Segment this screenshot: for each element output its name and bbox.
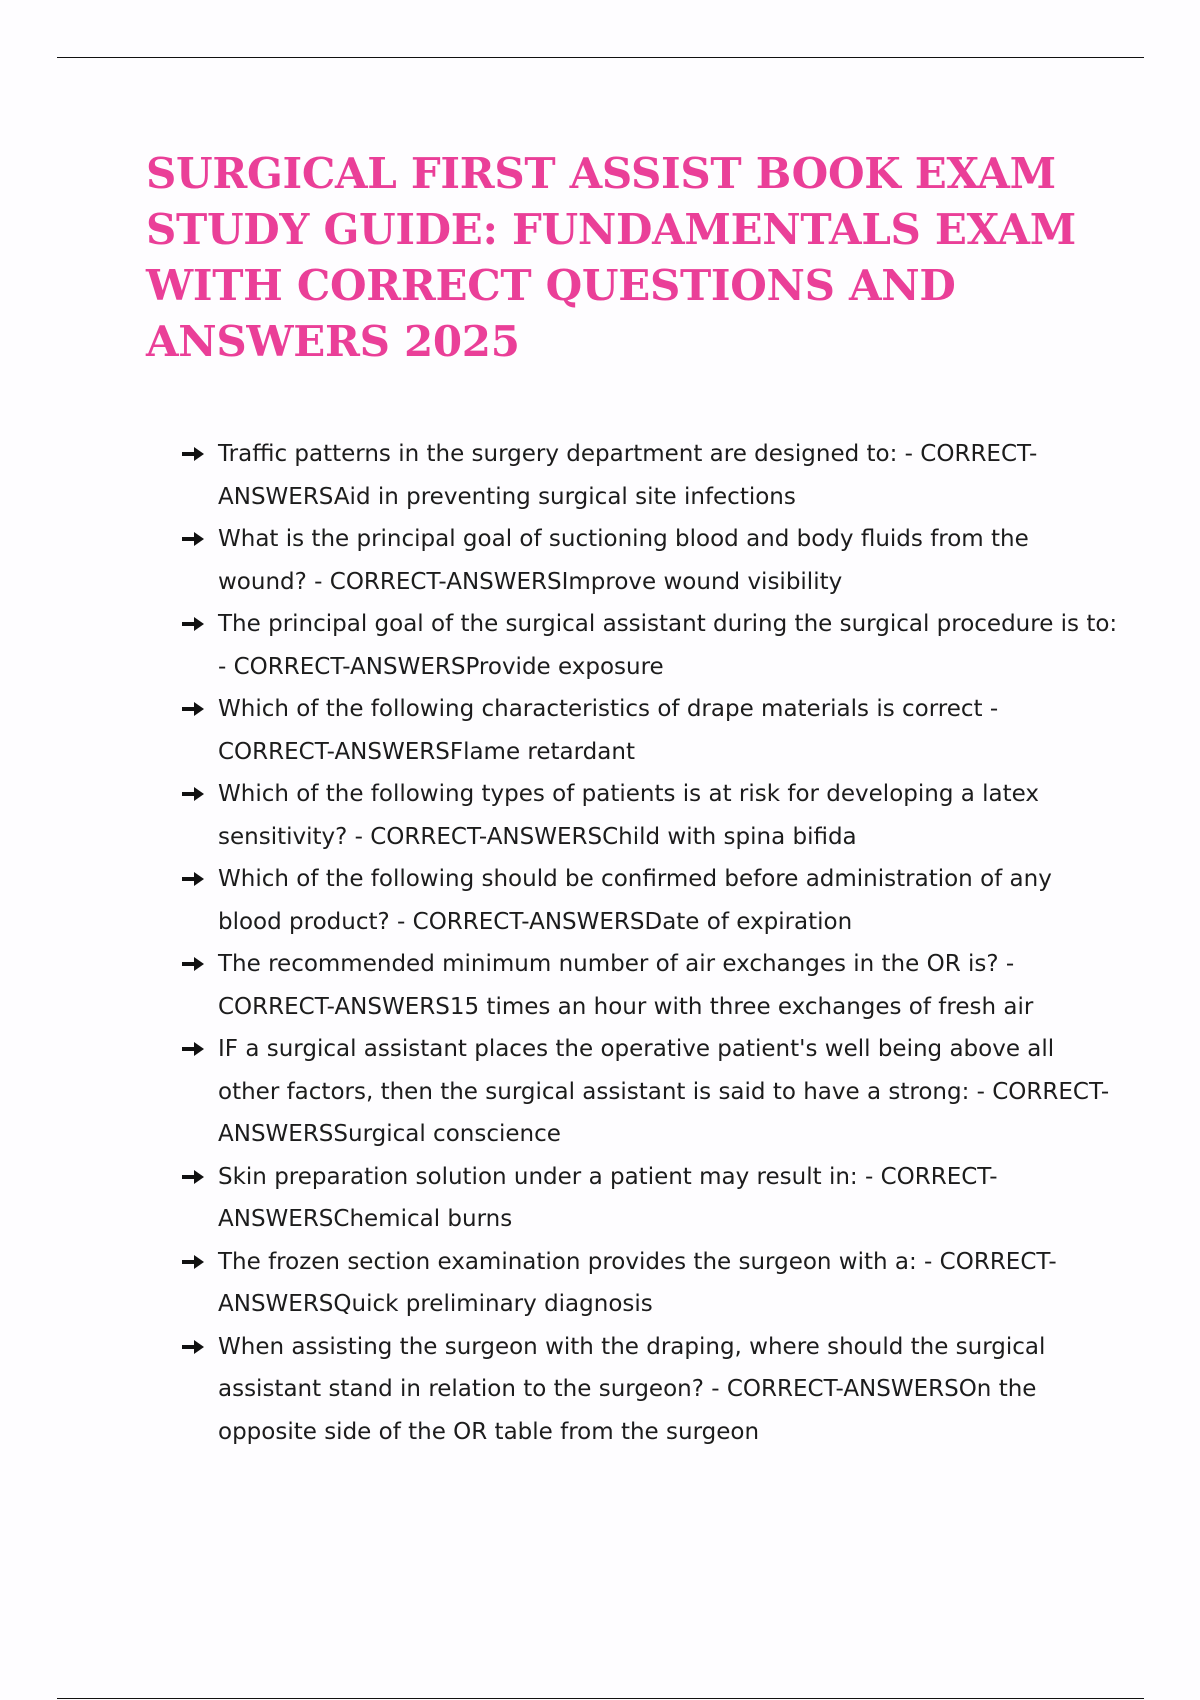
qa-text: Skin preparation solution under a patient may result in: - CORRECT-ANSWERSChemical burns xyxy=(218,1163,998,1232)
list-item xyxy=(182,1156,1122,1241)
right-arrow-icon xyxy=(182,530,204,548)
qa-text: Traffic patterns in the surgery department are designed to: - CORRECT-ANSWERSAid in preventing surgical site infections xyxy=(218,441,1038,510)
qa-text: Which of the following types of patients is at risk for developing a latex sensitivity? - CORRECT-ANSWERSChild with spina bifida xyxy=(218,781,1040,850)
qa-text: The recommended minimum number of air exchanges in the OR is? - CORRECT-ANSWERS15 times an hour with three exchanges of fresh air xyxy=(218,951,1034,1020)
list-item xyxy=(182,518,1122,603)
document-title: SURGICAL FIRST ASSIST BOOK EXAM STUDY GUIDE: FUNDAMENTALS EXAM WITH CORRECT QUESTIONS AND ANSWERS 2025 xyxy=(146,149,1076,366)
qa-text: When assisting the surgeon with the draping, where should the surgical assistant stand in relation to the surgeon? - CORRECT-ANSWERSOn the opposite side of the OR table from the surgeon xyxy=(218,1333,1046,1445)
list-item xyxy=(182,688,1122,773)
qa-text: IF a surgical assistant places the operative patient's well being above all other factors, then the surgical assistant is said to have a strong: - CORRECT-ANSWERSSurgical conscience xyxy=(218,1036,1110,1147)
qa-text: Which of the following should be confirmed before administration of any blood product? - CORRECT-ANSWERSDate of expiration xyxy=(218,866,1052,935)
list-item xyxy=(182,433,1122,518)
right-arrow-icon xyxy=(182,445,204,463)
qa-text: Which of the following characteristics of drape materials is correct - CORRECT-ANSWERSFlame retardant xyxy=(218,696,999,765)
qa-text: What is the principal goal of suctioning blood and body fluids from the wound? - CORRECT-ANSWERSImprove wound visibility xyxy=(218,526,1029,595)
top-divider xyxy=(57,57,1144,58)
list-item xyxy=(182,1241,1122,1326)
right-arrow-icon xyxy=(182,1253,204,1271)
right-arrow-icon xyxy=(182,870,204,888)
list-item xyxy=(182,943,1122,1028)
list-item xyxy=(182,1326,1122,1454)
list-item xyxy=(182,858,1122,943)
right-arrow-icon xyxy=(182,1040,204,1058)
right-arrow-icon xyxy=(182,1168,204,1186)
right-arrow-icon xyxy=(182,700,204,718)
qa-text: The frozen section examination provides the surgeon with a: - CORRECT-ANSWERSQuick preliminary diagnosis xyxy=(218,1248,1057,1317)
bottom-divider xyxy=(57,1698,1144,1699)
qa-list xyxy=(182,433,1122,1453)
list-item xyxy=(182,773,1122,858)
qa-text: The principal goal of the surgical assistant during the surgical procedure is to: - CORRECT-ANSWERSProvide exposure xyxy=(218,611,1118,680)
right-arrow-icon xyxy=(182,615,204,633)
right-arrow-icon xyxy=(182,955,204,973)
list-item xyxy=(182,603,1122,688)
list-item xyxy=(182,1028,1122,1156)
right-arrow-icon xyxy=(182,1338,204,1356)
right-arrow-icon xyxy=(182,785,204,803)
